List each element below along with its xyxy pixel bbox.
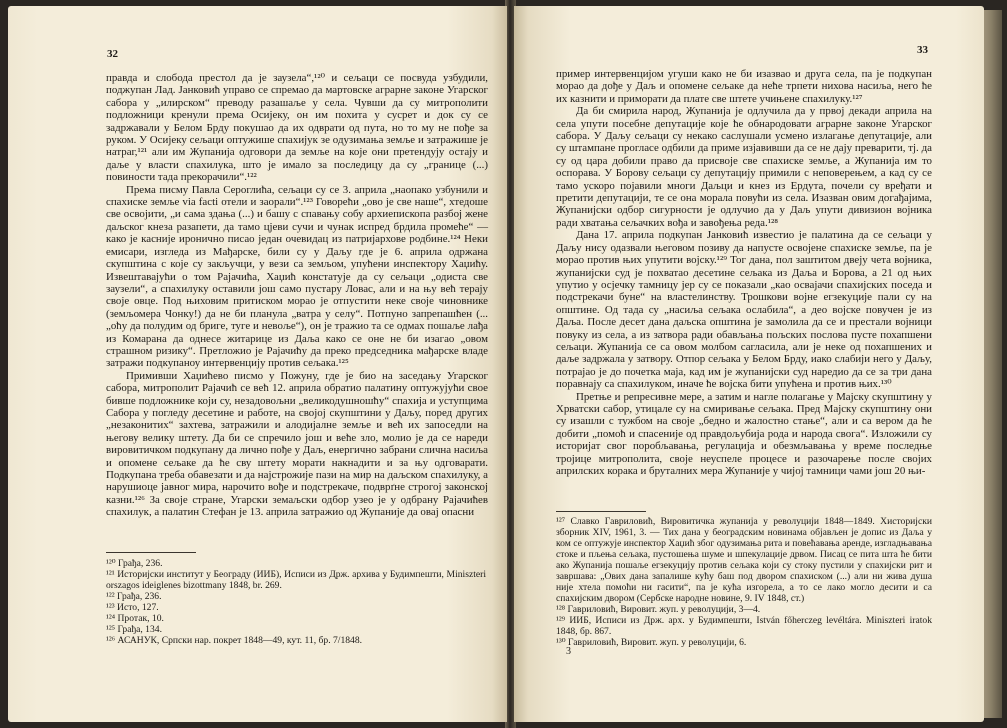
- footnote: ¹²⁴ Протак, 10.: [106, 613, 164, 624]
- page-number: 33: [917, 44, 928, 56]
- right-page: [514, 6, 984, 722]
- page-edges: [984, 10, 1002, 718]
- left-body: [106, 72, 488, 519]
- right-footnotes: [556, 516, 932, 648]
- footnote: ¹³⁰ Гавриловић, Вировит. жуп. у револуцији, 6.: [556, 637, 747, 648]
- signature-mark: 3: [566, 646, 571, 657]
- footnote: ¹²⁹ ИИБ, Исписи из Држ. арх. у Будимпешти, István főherczeg levéltára. Miniszteri iratok 1848, бр. 867.: [556, 615, 932, 637]
- footnote: ¹²³ Исто, 127.: [106, 602, 159, 613]
- footnote-rule: [556, 511, 646, 512]
- footnote: ¹²⁵ Грађа, 134.: [106, 624, 162, 635]
- paragraph: Да би смирила народ, Жупанија је одлучила да у првој декади априла на села упути посебне депутације које ће обнародовати аграрне законе Угарског сабора. У Даљу сељаци су некако саслушали усмено излагање депутације, али су штампане прогласе одбили да приме изјавивши да се не дају преварити, тј. да су од цара добили право да присвоје све спахиске земље, а Жупанија им то оспорава. У Боровy сељаци су депутацију примили с неповерењем, а кад су се тамо ускоро појавили многи Даљци и кнез из Ердута, почели су вређати и претити депутацији, те се она морала повући из села. Изазван овим догађајима, Жупанијски одбор сигурности је одлучио да у Даљ упути дивизион војника ради хватања сељачких вођа и завођења реда.¹²⁸: [556, 105, 932, 229]
- right-body: [556, 68, 932, 477]
- footnote: ¹²¹ Историјски институт у Београду (ИИБ), Исписи из Држ. архива у Будимпешти, Miniszteri orszagos ideiglenes bizottmany 1848, br. 269.: [106, 569, 486, 591]
- paragraph: правда и слобода престол да је заузела“,¹²⁰ и сељаци се посвуда узбудили, поджупан Лад. Јанковић управо се спремао да мартовске аграрне законе Угарског сабора у „илирском“ преводу разашаље у села. Чувши да су митрополити подложници кренули према Осијеку, он им похита у сусрет и док су се задржавали у Белом Брду покушао да их одврати од пута, но то му не пође за руком. У Осијеку сељаци оптужише спахијук зе одузимања земље и затражише је натраг,¹²¹ али им Жупанија одговори да земље на које они претендују остају и даље у власти спахилука, што је имало за последицу да су „границе (...) повиности тада прекорачили“.¹²²: [106, 72, 488, 184]
- footnote: ¹²⁷ Славко Гавриловић, Вировитичка жупанија у револуцији 1848—1849. Хисториjски зборник XIV, 1961, 3. — Тих дана у београдским новинама објављен је допис из Даља у ком се оптужује инспектор Хаџић због одузимања рита и повећавања аренде, изгладњавања стоке и пљења сељака, пустошења шуме и шпекулације дрвом. Писац се пита шта ће бити ако Жупанија пошаље егзекуцију против сељака који су стоку пустили у спахијски рит и завршава: „Ових дана запалише кућу баш под двором спахиском (...) али ни жива душа није хтела помоћи ни гасити“, па је кућа изгорела, а то се лако могло десити и са спахијским двором (Сербске народне новине, 9. IV 1848, ст.): [556, 516, 932, 604]
- paragraph: Према писму Павла Сероглића, сељаци су се 3. априла „наопако узбунили и спахиске земље via facti отели и заорали“.¹²³ Говорећи „ово је све наше“, хтедоше све освојити, „и сама здања (...) и башу с спавању собу архиепископа разбој жене даљског кнеза разапети, да тамо цјеви сучи и чунак испред брдила промеће“ — како је касније иронично писао један очевидац из патријархове родбине.¹²⁴ Неки емисари, изгледа из Мађарске, били су у Даљу где је 6. априла одржана скупштина с које су закључци, у вези са земљом, упућени инспектору Хаџићу. Извештавајући о том Рајачића, Хаџић констатује да су сељаци „одиста све заузели“, а спахилуку оставили још само пустару Ловас, али и на њу већ терају своје овце. Под њиховим притиском морао је отпустити неке своје чиновнике (земљомера Чонку!) да не би планула „ватра у селу“. Потпуно запрепашћен (...„оћу да полудим од бриге, туге и невоље“), он је тражио та се одмах пошаље лађа из Комарана да однесе житарице из Даља како се оне не би изагао „овом страшном ризику“. Претложио је Рајачићу да преко председника мађарске владе затражи подкупаноу интервенцију против сељака.¹²⁵: [106, 183, 488, 370]
- left-footnotes: [106, 558, 486, 646]
- footnote: ¹²⁰ Грађа, 236.: [106, 558, 163, 569]
- paragraph: Претње и репресивне мере, а затим и нагле полагање у Мајску скупштину у Хрватски сабор, утицале су на смиривање сељака. Пред Мајску скупштину они су изашли с тужбом на своје „бедно и жалостно стање“, али и са вером да ће добити „помоћ и спасеније од правдољубија рода и народа свога“. Изложили су историјат свог поробљавања, регулација и обезмљавања у време последње тројице митрополита, своје неуспеле процесе и разочарење после својих априлских корака и бруталних мера Жупаније у чијој тамници чами још 20 њи-: [556, 390, 932, 477]
- page-number: 32: [107, 48, 118, 60]
- footnote-rule: [106, 552, 196, 553]
- left-page: [8, 6, 507, 722]
- footnote: ¹²⁸ Гавриловић, Вировит. жуп. у револуцији, 3—4.: [556, 604, 761, 615]
- paragraph: Примивши Хаџићево писмо у Пожуну, где је био на заседању Угарског сабора, митрополит Рајачић се већ 12. априла обратио палатину оптужујући свое бивше подложнике који су, незадовољни „великодушношћу“ спахија и уступцима Сабора у погледу десетине и работе, на својој скупштини у Даљу, поред других „незаконитих“ захтева, затражили и алодијалне земље и већ их запоседли на његову велику штету. Да би се спречило још и веће зло, молио је да се нареди вировитичком подкупану да лично пође у Даљ, енергично забрани слична насиља и опомене сељаке да ће сву штету морати накнадити и за њу одговарати. Подкупана треба обавезати и да најстрожије пази на мир на даљском спахилуку, а нарушиоце јавног мира, нарочито вође и подстрекаче, подврґне строгој законској казни.¹²⁶ За своје стране, Угарски земаљски одбор узео је у одбрану Рајачићев спахилук, а палатин Стефан је 13. априла затражио од Жупаније да овај опасни: [106, 369, 488, 519]
- paragraph: Дана 17. априла подкупан Јанковић известио је палатина да се сељаци у Даљу нису одазвали његовом позиву да напусте освојене спахиске земље, па је морао против њих упутити војску.¹²⁹ Тог дана, пол заштитом двеју чета војника, жупанијски суд је похватао десетине сељака из Даља и Борова, а 21 од њих упутио у осјечку тамницу јер су се показали „као осваjачи спахијских поседа и подстрекачи буне“ на властелинству. Трошкови војне егзекуције пали су на општине. Од тада су „насиља сељака ослабила“, а део војске повучен је из Даља. После десет дана даљска општина је замолила да се и престали војници повуку из села, а из затвора ради обављања пољских послова пусте похапшени сељаци. Жупанија се са овом молбом сагласила, али је неке од похапшених и даље задржала у затвору. Отпор сељака у Белом Брду, иако слабији него у Даљу, потрајао је до почетка маја, кад им је жупанијски суд наредио да се за три дана поравнају са спахилуком, иначе ће војска бити упућена и против њих.¹³⁰: [556, 229, 932, 391]
- paragraph: пример интервенцијом угуши како не би изазвао и друга села, па је подкупан морао да дође у Даљ и опомене сељаке да неће трпети нихова насиља, него ће их казнити и приморати да плате све штете учињене спахилуку.¹²⁷: [556, 68, 932, 105]
- footnote: ¹²² Грађа, 236.: [106, 591, 162, 602]
- footnote: ¹²⁶ АСАНУК, Српски нар. покрет 1848—49, кут. 11, бр. 7/1848.: [106, 635, 363, 646]
